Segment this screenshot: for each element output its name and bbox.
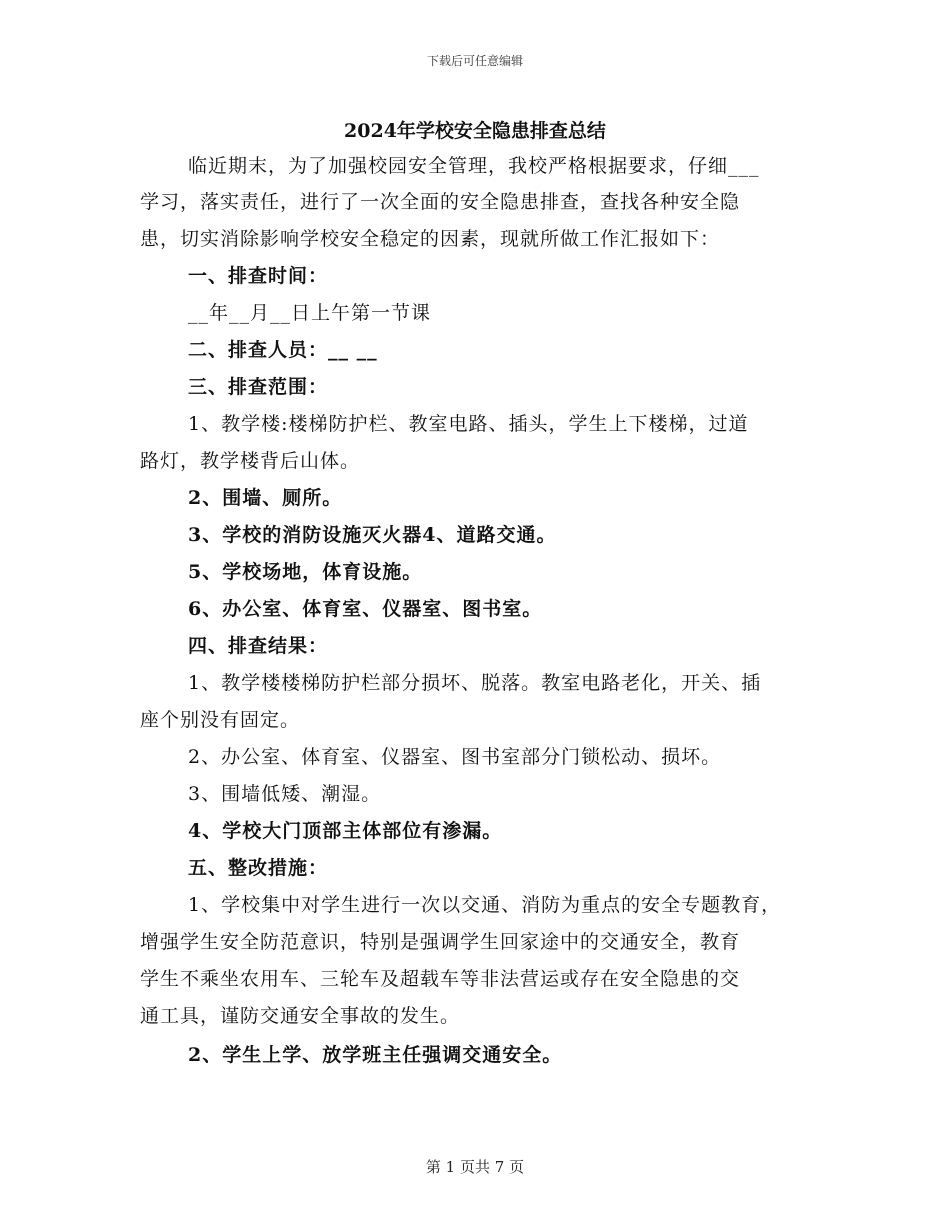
paragraph-line: 患，切实消除影响学校安全稳定的因素，现就所做工作汇报如下： [140, 228, 721, 250]
paragraph-line: 1、教学楼:楼梯防护栏、教室电路、插头，学生上下楼梯，过道 [188, 413, 749, 435]
list-item: 5、学校场地，体育设施。 [188, 561, 423, 583]
section-heading: 三、排查范围： [188, 376, 329, 398]
paragraph-line: 座个别没有固定。 [140, 709, 301, 731]
list-item: 3、围墙低矮、潮湿。 [188, 783, 382, 805]
paragraph-line: 学习，落实责任，进行了一次全面的安全隐患排查，查找各种安全隐 [140, 191, 741, 213]
paragraph-line: 1、学校集中对学生进行一次以交通、消防为重点的安全专题教育， [188, 894, 782, 916]
list-item: 6、办公室、体育室、仪器室、图书室。 [188, 598, 543, 620]
section-heading: 一、排查时间： [188, 265, 329, 287]
list-item: 2、办公室、体育室、仪器室、图书室部分门锁松动、损坏。 [188, 746, 722, 768]
document-title: 2024年学校安全隐患排查总结 [344, 120, 606, 142]
list-item: 4、学校大门顶部主体部位有渗漏。 [188, 820, 503, 842]
paragraph-line: 临近期末，为了加强校园安全管理，我校严格根据要求，仔细___ [188, 155, 760, 177]
page-footer: 第 1 页共 7 页 [425, 1158, 525, 1176]
paragraph-line: __年__月__日上午第一节课 [188, 302, 432, 324]
list-item: 2、学生上学、放学班主任强调交通安全。 [188, 1044, 563, 1066]
paragraph-line: 增强学生安全防范意识，特别是强调学生回家途中的交通安全，教育 [140, 931, 741, 953]
paragraph-line: 通工具，谨防交通安全事故的发生。 [140, 1005, 461, 1027]
section-heading: 五、整改措施： [188, 857, 329, 879]
list-item: 3、学校的消防设施灭火器4、道路交通。 [188, 524, 557, 546]
section-heading: 二、排查人员：__ __ [188, 339, 378, 361]
paragraph-line: 学生不乘坐农用车、三轮车及超载车等非法营运或存在安全隐患的交 [140, 968, 741, 990]
paragraph-line: 路灯，教学楼背后山体。 [140, 450, 361, 472]
section-heading: 四、排查结果： [188, 635, 329, 657]
list-item: 2、围墙、厕所。 [188, 487, 343, 509]
paragraph-line: 1、教学楼楼梯防护栏部分损坏、脱落。教室电路老化，开关、插 [188, 672, 762, 694]
page-header: 下载后可任意编辑 [426, 54, 523, 68]
